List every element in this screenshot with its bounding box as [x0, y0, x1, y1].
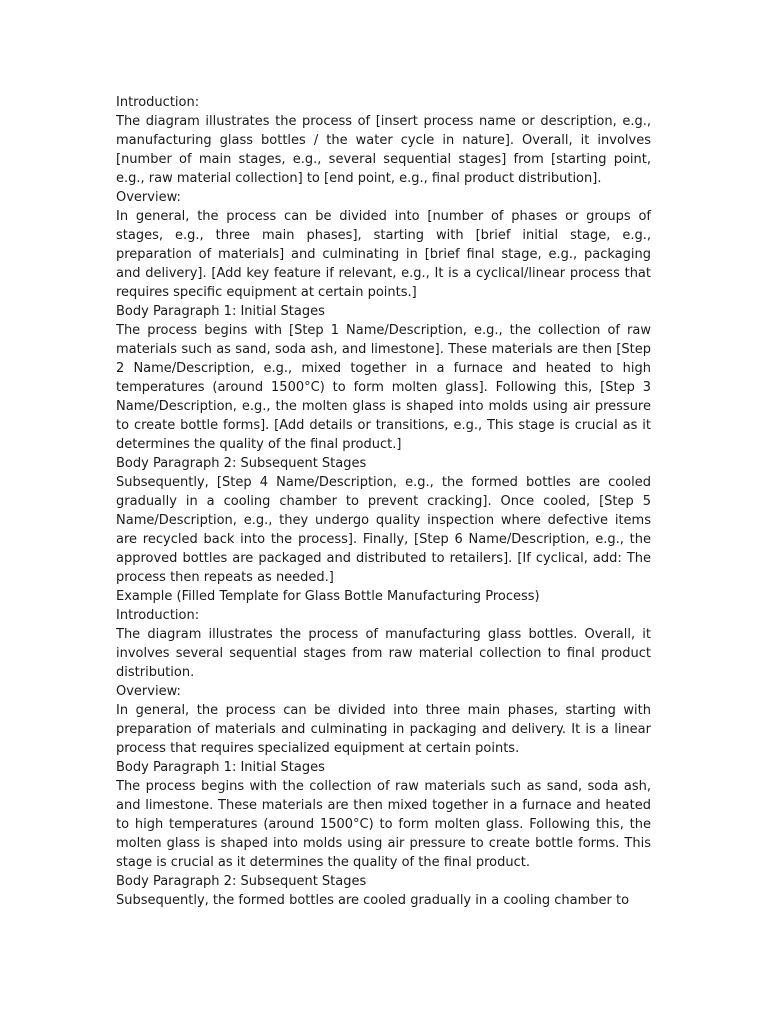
document-page: [116, 93, 651, 910]
example-overview-paragraph: In general, the process can be divided into three main phases, starting with preparation of materials and culminating in packaging and delivery. It is a linear process that requires specialized equipment at certain points.: [116, 703, 651, 756]
overview-paragraph: In general, the process can be divided into [number of phases or groups of stages, e.g., three main phases], starting with [brief initial stage, e.g., preparation of materials] and culminating in [brief final stage, e.g., packaging and delivery]. [Add key feature if relevant, e.g., It is a cyclical/linear process that requires specific equipment at certain points.]: [116, 209, 651, 300]
example-heading: Example (Filled Template for Glass Bottle Manufacturing Process): [116, 589, 540, 604]
intro-paragraph: The diagram illustrates the process of [insert process name or description, e.g., manufacturing glass bottles / the water cycle in nature]. Overall, it involves [number of main stages, e.g., several sequential stages] from [starting point, e.g., raw material collection] to [end point, e.g., final product distribution].: [116, 114, 651, 186]
overview-heading: Overview:: [116, 190, 181, 205]
example-overview-heading: Overview:: [116, 684, 181, 699]
example-intro-paragraph: The diagram illustrates the process of manufacturing glass bottles. Overall, it involves several sequential stages from raw material collection to final product distribution.: [116, 627, 651, 680]
example-body2-paragraph: Subsequently, the formed bottles are cooled gradually in a cooling chamber to: [116, 893, 630, 908]
example-body1-paragraph: The process begins with the collection of raw materials such as sand, soda ash, and limestone. These materials are then mixed together in a furnace and heated to high temperatures (around 1500°C) to form molten glass. Following this, the molten glass is shaped into molds using air pressure to create bottle forms. This stage is crucial as it determines the quality of the final product.: [116, 779, 651, 870]
example-body1-heading: Body Paragraph 1: Initial Stages: [116, 760, 325, 775]
body1-paragraph: The process begins with [Step 1 Name/Description, e.g., the collection of raw materials such as sand, soda ash, and limestone]. These materials are then [Step 2 Name/Description, e.g., mixed together in a furnace and heated to high temperatures (around 1500°C) to form molten glass]. Following this, [Step 3 Name/Description, e.g., the molten glass is shaped into molds using air pressure to create bottle forms]. [Add details or transitions, e.g., This stage is crucial as it determines the quality of the final product.]: [116, 323, 651, 452]
body1-heading: Body Paragraph 1: Initial Stages: [116, 304, 325, 319]
body2-heading: Body Paragraph 2: Subsequent Stages: [116, 456, 367, 471]
body2-paragraph: Subsequently, [Step 4 Name/Description, e.g., the formed bottles are cooled gradually in a cooling chamber to prevent cracking]. Once cooled, [Step 5 Name/Description, e.g., they undergo quality inspection where defective items are recycled back into the process]. Finally, [Step 6 Name/Description, e.g., the approved bottles are packaged and distributed to retailers]. [If cyclical, add: The process then repeats as needed.]: [116, 475, 651, 585]
example-intro-heading: Introduction:: [116, 608, 200, 623]
intro-heading: Introduction:: [116, 95, 200, 110]
example-body2-heading: Body Paragraph 2: Subsequent Stages: [116, 874, 367, 889]
